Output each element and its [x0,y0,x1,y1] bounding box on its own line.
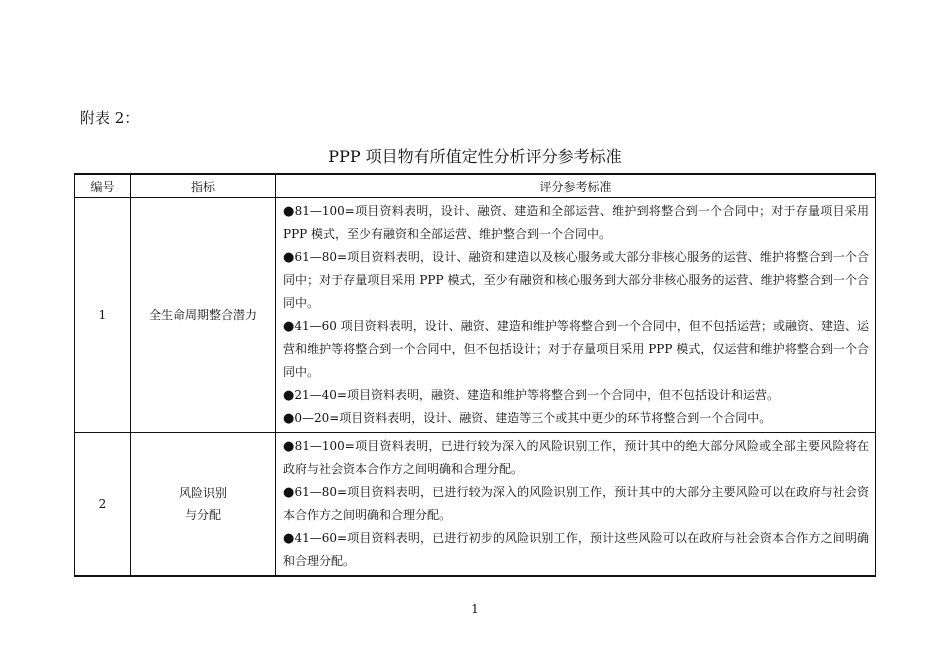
criteria-item: ● 41—60 项目资料表明，设计、融资、建造和维护等将整合到一个合同中，但不包括运营；或融资、建造、运营和维护等将整合到一个合同中，但不包括设计；对于存量项目采用 PPP 模式，仅运营和维护将整合到一个合同中。 [283,315,869,384]
indicator-line: 全生命周期整合潜力 [148,308,257,322]
row-indicator [131,198,276,433]
indicator-line: 风险识别 [178,486,227,500]
scoring-criteria-table [74,173,876,577]
header-criteria: 评分参考标准 [276,174,876,198]
table-row [75,433,876,577]
appendix-label: 附表 2： [80,109,140,127]
row-criteria [276,433,876,577]
header-number: 编号 [75,174,131,198]
row-criteria [276,198,876,433]
header-indicator: 指标 [131,174,276,198]
criteria-item: ● 81—100=项目资料表明，已进行较为深入的风险识别工作，预计其中的绝大部分风险或全部主要风险将在政府与社会资本合作方之间明确和合理分配。 [283,435,869,481]
document-title: PPP 项目物有所值定性分析评分参考标准 [328,147,622,166]
criteria-item: ● 41—60=项目资料表明，已进行初步的风险识别工作，预计这些风险可以在政府与社会资本合作方之间明确和合理分配。 [283,527,869,573]
table-row [75,198,876,433]
criteria-item: ● 81—100=项目资料表明，设计、融资、建造和全部运营、维护到将整合到一个合同中；对于存量项目采用 PPP 模式，至少有融资和全部运营、维护整合到一个合同中。 [283,200,869,246]
criteria-item: ● 61—80=项目资料表明，设计、融资和建造以及核心服务或大部分非核心服务的运营、维护将整合到一个合同中；对于存量项目采用 PPP 模式，至少有融资和核心服务到大部分非核心服务的运营、维护将整合到一个合同中。 [283,246,869,315]
criteria-item: ● 21—40=项目资料表明，融资、建造和维护等将整合到一个合同中，但不包括设计和运营。 [283,384,869,407]
indicator-line: 与分配 [184,508,221,522]
row-number: 1 [75,198,131,433]
row-indicator [131,433,276,577]
table-header-row [75,174,876,198]
row-number: 2 [75,433,131,577]
page-number: 1 [471,602,479,616]
criteria-item: ● 0—20=项目资料表明，设计、融资、建造等三个或其中更少的环节将整合到一个合同中。 [283,407,869,430]
criteria-item: ● 61—80=项目资料表明，已进行较为深入的风险识别工作，预计其中的大部分主要风险可以在政府与社会资本合作方之间明确和合理分配。 [283,481,869,527]
